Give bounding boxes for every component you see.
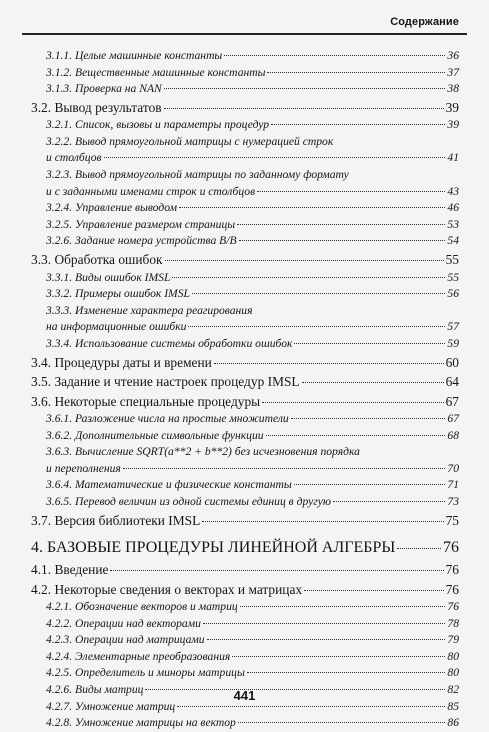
toc-entry-number: 4.2.7. [46, 699, 73, 713]
toc-entry-page: 80 [447, 649, 459, 663]
toc-entry-page: 38 [447, 82, 459, 96]
toc-entry [0, 411, 489, 428]
toc-entry-title [31, 392, 260, 412]
toc-entry-text-cont: и с заданными именами строк и столбцов [46, 184, 256, 198]
toc-entry-text: Вывод прямоугольной матрицы с нумерацией строк [75, 134, 334, 148]
toc-entry-number: 4.1. [31, 562, 52, 578]
toc-entry-text: Управление выводом [75, 201, 178, 215]
dot-leader [203, 623, 445, 624]
toc-entry-text: Определитель и миноры матрицы [75, 666, 245, 680]
toc-entry-number: 3.1.3. [46, 82, 73, 96]
toc-entry-title [46, 428, 264, 445]
toc-entry-number: 3.3.1. [46, 270, 73, 284]
toc-entry-page: 59 [447, 336, 459, 350]
dot-leader [304, 590, 444, 591]
toc-entry-page: 68 [447, 428, 459, 442]
toc-entry-number: 3.6.1. [46, 412, 73, 425]
dot-leader [179, 207, 445, 208]
toc-entry [0, 98, 489, 118]
toc-entry-text: Некоторые сведения о векторах и матрицах [54, 581, 303, 597]
toc-entry [0, 134, 489, 151]
toc-entry [0, 665, 489, 682]
toc-entry-title [46, 81, 162, 98]
toc-entry-page: 76 [445, 562, 459, 578]
dot-leader [291, 418, 446, 419]
dot-leader [188, 326, 445, 327]
toc-entry-text: Список, вызовы и параметры процедур [75, 118, 270, 132]
toc-entry-page: 36 [447, 49, 459, 62]
toc-entry-number: 3.7. [31, 512, 52, 528]
toc-entry [0, 65, 489, 82]
toc-entry [0, 372, 489, 392]
toc-entry-title [46, 444, 360, 461]
toc-entry-title [46, 336, 292, 353]
dot-leader [302, 382, 444, 383]
toc-entry-title [46, 632, 205, 649]
dot-leader [232, 656, 445, 657]
toc-entry-text: Перевод величин из одной системы единиц в другую [75, 494, 332, 508]
running-header-title: Содержание [390, 16, 459, 28]
toc-entry-text: Задание и чтение настроек процедур IMSL [54, 374, 300, 389]
toc-entry-text: Умножение матриц [75, 699, 176, 713]
toc-entry [0, 632, 489, 649]
toc-entry [0, 233, 489, 250]
toc-entry-title [46, 649, 230, 666]
toc-entry-page: 76 [447, 600, 459, 614]
toc-entry [0, 444, 489, 461]
toc-entry-page: 39 [445, 99, 459, 115]
toc-entry-page: 41 [447, 151, 459, 165]
toc-entry-page: 56 [447, 287, 459, 301]
toc-entry-number: 4.2. [31, 581, 52, 597]
toc-entry-page: 79 [447, 633, 459, 647]
toc-entry-text: Использование системы обработки ошибок [75, 336, 293, 350]
toc-entry [0, 353, 489, 373]
toc-entry-title [31, 511, 200, 531]
toc-entry-page: 86 [447, 716, 459, 730]
toc-entry-text: Обозначение векторов и матриц [75, 600, 238, 614]
toc-entry-number: 4.2.4. [46, 649, 73, 663]
toc-entry-title [31, 372, 300, 392]
toc-entry-title [46, 494, 331, 511]
toc-entry-number: 3.6.3. [46, 445, 73, 459]
dot-leader [110, 570, 443, 571]
dot-leader [257, 191, 445, 192]
toc-entry [0, 616, 489, 633]
dot-leader [238, 722, 446, 723]
toc-entry-title [31, 560, 108, 580]
toc-entry-number: 3.2.4. [46, 201, 73, 215]
toc-entry-page: 78 [447, 616, 459, 630]
page-number: 441 [233, 688, 256, 703]
toc-entry-number: 3.2.5. [46, 217, 73, 231]
toc-entry-text: Виды ошибок IMSL [75, 270, 171, 284]
toc-entry-number: 3.6.4. [46, 478, 73, 492]
toc-entry-page: 76 [445, 581, 459, 597]
dot-leader [177, 706, 445, 707]
toc-entry-page: 46 [447, 201, 459, 215]
dot-leader [267, 72, 445, 73]
toc-entry-title [46, 286, 190, 303]
toc-entry-page: 55 [447, 270, 459, 284]
toc-entry-title [46, 233, 237, 250]
toc-entry-number: 3.2.6. [46, 234, 73, 248]
toc-entry-number: 3.4. [31, 354, 52, 370]
toc-entry-title [46, 217, 235, 234]
dot-leader [104, 157, 446, 158]
toc-entry [0, 286, 489, 303]
toc-entry-page: 70 [447, 461, 459, 475]
dot-leader [271, 124, 445, 125]
toc-entry-title [46, 167, 349, 184]
toc-entry-title [46, 117, 269, 134]
toc-entry-number: 3.2.1. [46, 118, 73, 132]
dot-leader [123, 468, 446, 469]
dot-leader [294, 484, 446, 485]
toc-entry-continuation [0, 319, 489, 336]
dot-leader [207, 639, 446, 640]
toc-entry-page: 67 [445, 393, 459, 409]
toc-entry-page: 85 [447, 699, 459, 713]
dot-leader [165, 260, 444, 261]
toc-entry-text: Операции над векторами [75, 616, 201, 630]
toc-entry-text: Примеры ошибок IMSL [75, 287, 190, 301]
toc-entry [0, 48, 489, 65]
toc-entry-number: 3.2. [31, 99, 52, 115]
toc-entry-text: Целые машинные константы [75, 49, 223, 62]
header-rule [22, 33, 467, 35]
toc-entry-number: 3.2.3. [46, 168, 73, 182]
toc-entry-text: Умножение матрицы на вектор [75, 716, 236, 730]
toc-entry-number: 4.2.3. [46, 633, 73, 647]
toc-entry-number: 3.3. [31, 252, 52, 268]
toc-entry-page: 43 [447, 184, 459, 198]
toc-entry [0, 167, 489, 184]
dot-leader [164, 88, 446, 89]
toc-entry-number: 3.3.3. [46, 303, 73, 317]
toc-entry [0, 270, 489, 287]
toc-entry-title [31, 536, 395, 560]
toc-entry-title [31, 580, 302, 600]
toc-entry-text: Операции над матрицами [75, 633, 205, 647]
toc-entry-number: 3.1.2. [46, 65, 73, 79]
toc-entry-number: 3.5. [31, 374, 52, 389]
toc-entry-text: Управление размером страницы [75, 217, 236, 231]
toc-entry-page: 67 [447, 412, 459, 425]
toc-entry-page: 80 [447, 666, 459, 680]
toc-entry [0, 217, 489, 234]
toc-entry-text: Процедуры даты и времени [54, 354, 212, 370]
toc-entry-title [31, 353, 212, 373]
toc-entry-number: 4.2.8. [46, 716, 73, 730]
dot-leader [202, 521, 443, 522]
toc-entry-text: Проверка на NAN [75, 82, 162, 96]
dot-leader [237, 224, 445, 225]
toc-entry-page: 54 [447, 234, 459, 248]
toc-entry [0, 536, 489, 560]
toc-entry-title [46, 411, 289, 428]
toc-entry-page: 82 [447, 683, 459, 697]
toc-entry-text: Вещественные машинные константы [75, 65, 266, 79]
toc-entry-text: Задание номера устройства В/В [75, 234, 237, 248]
dot-leader [397, 548, 441, 549]
dot-leader [214, 363, 444, 364]
toc-entry-text: Вывод прямоугольной матрицы по заданному формату [75, 168, 349, 182]
toc-entry-number: 4. [31, 539, 43, 557]
toc-entry [0, 477, 489, 494]
toc-entry [0, 336, 489, 353]
toc-entry-continuation [0, 184, 489, 201]
toc-entry-text-cont: и переполнения [46, 461, 121, 475]
toc-entry [0, 494, 489, 511]
toc-entry-page: 60 [445, 354, 459, 370]
toc-entry-text: Версия библиотеки IMSL [54, 512, 201, 528]
toc-entry [0, 560, 489, 580]
toc-entry-text: Изменение характера реагирования [75, 303, 253, 317]
toc-entry-title [46, 200, 177, 217]
toc-entry-page: 39 [447, 118, 459, 132]
toc-entry-number: 3.3.4. [46, 336, 73, 350]
toc-entry-number: 3.6. [31, 393, 52, 409]
toc-entry-number: 3.6.2. [46, 428, 73, 442]
toc-entry-title [46, 134, 333, 151]
dot-leader [192, 293, 445, 294]
toc-entry-text: Некоторые специальные процедуры [54, 393, 261, 409]
dot-leader [172, 277, 445, 278]
toc-entry [0, 303, 489, 320]
toc-entry-text: Вычисление SQRT(a**2 + b**2) без исчезновения порядка [75, 445, 360, 459]
toc-entry [0, 428, 489, 445]
dot-leader [239, 240, 446, 241]
toc-entry-text: Разложение числа на простые множители [75, 412, 289, 425]
toc-entry [0, 649, 489, 666]
toc-entry-text: Введение [54, 562, 109, 578]
toc-entry-continuation [0, 150, 489, 167]
toc-entry-text: Вывод результатов [54, 99, 162, 115]
toc-entry-text-cont: на информационные ошибки [46, 320, 187, 334]
toc-entry-number: 3.6.5. [46, 494, 73, 508]
toc-entry-number: 3.2.2. [46, 134, 73, 148]
toc-entry [0, 81, 489, 98]
dot-leader [164, 108, 444, 109]
toc-entry-number: 4.2.1. [46, 600, 73, 614]
toc-entry [0, 511, 489, 531]
toc-entry-page: 75 [445, 512, 459, 528]
toc-entry [0, 200, 489, 217]
toc-entry [0, 599, 489, 616]
toc-entry [0, 392, 489, 412]
toc-entry-title [46, 303, 253, 320]
dot-leader [294, 343, 445, 344]
toc-entry-title [46, 48, 222, 65]
toc-entry-page: 76 [443, 539, 459, 557]
toc-entry [0, 250, 489, 270]
toc-entry-page: 73 [447, 494, 459, 508]
toc-entry-number: 4.2.2. [46, 616, 73, 630]
toc-entry-text: Обработка ошибок [54, 252, 163, 268]
toc-entry-number: 4.2.5. [46, 666, 73, 680]
toc-entry [0, 117, 489, 134]
toc-entry-page: 37 [447, 65, 459, 79]
dot-leader [247, 672, 446, 673]
toc-entry-text: Виды матриц [75, 683, 144, 697]
toc-entry-page: 71 [447, 478, 459, 492]
toc-entry-title [46, 270, 170, 287]
toc-entry-number: 4.2.6. [46, 683, 73, 697]
toc-entry-title [46, 477, 292, 494]
toc-entry-title [46, 665, 245, 682]
toc-entry-page: 55 [445, 252, 459, 268]
toc-entry-title [46, 65, 265, 82]
table-of-contents [0, 48, 489, 732]
toc-entry-page: 57 [447, 320, 459, 334]
toc-entry-title [46, 599, 238, 616]
toc-entry-continuation [0, 461, 489, 478]
toc-entry-number: 3.3.2. [46, 287, 73, 301]
toc-entry-text: Математические и физические константы [75, 478, 292, 492]
dot-leader [224, 55, 445, 56]
toc-entry-text: Элементарные преобразования [75, 649, 231, 663]
dot-leader [266, 435, 446, 436]
toc-entry-title [31, 98, 162, 118]
toc-entry-text: БАЗОВЫЕ ПРОЦЕДУРЫ ЛИНЕЙНОЙ АЛГЕБРЫ [47, 539, 396, 557]
toc-entry-number: 3.1.1. [46, 49, 73, 62]
toc-entry-text: Дополнительные символьные функции [75, 428, 264, 442]
toc-entry-title [31, 250, 163, 270]
toc-entry-page: 64 [445, 374, 459, 389]
dot-leader [262, 402, 443, 403]
dot-leader [333, 501, 445, 502]
toc-entry-text-cont: и столбцов [46, 151, 102, 165]
toc-entry-page: 53 [447, 217, 459, 231]
toc-entry [0, 580, 489, 600]
dot-leader [240, 606, 446, 607]
toc-entry-title [46, 616, 201, 633]
